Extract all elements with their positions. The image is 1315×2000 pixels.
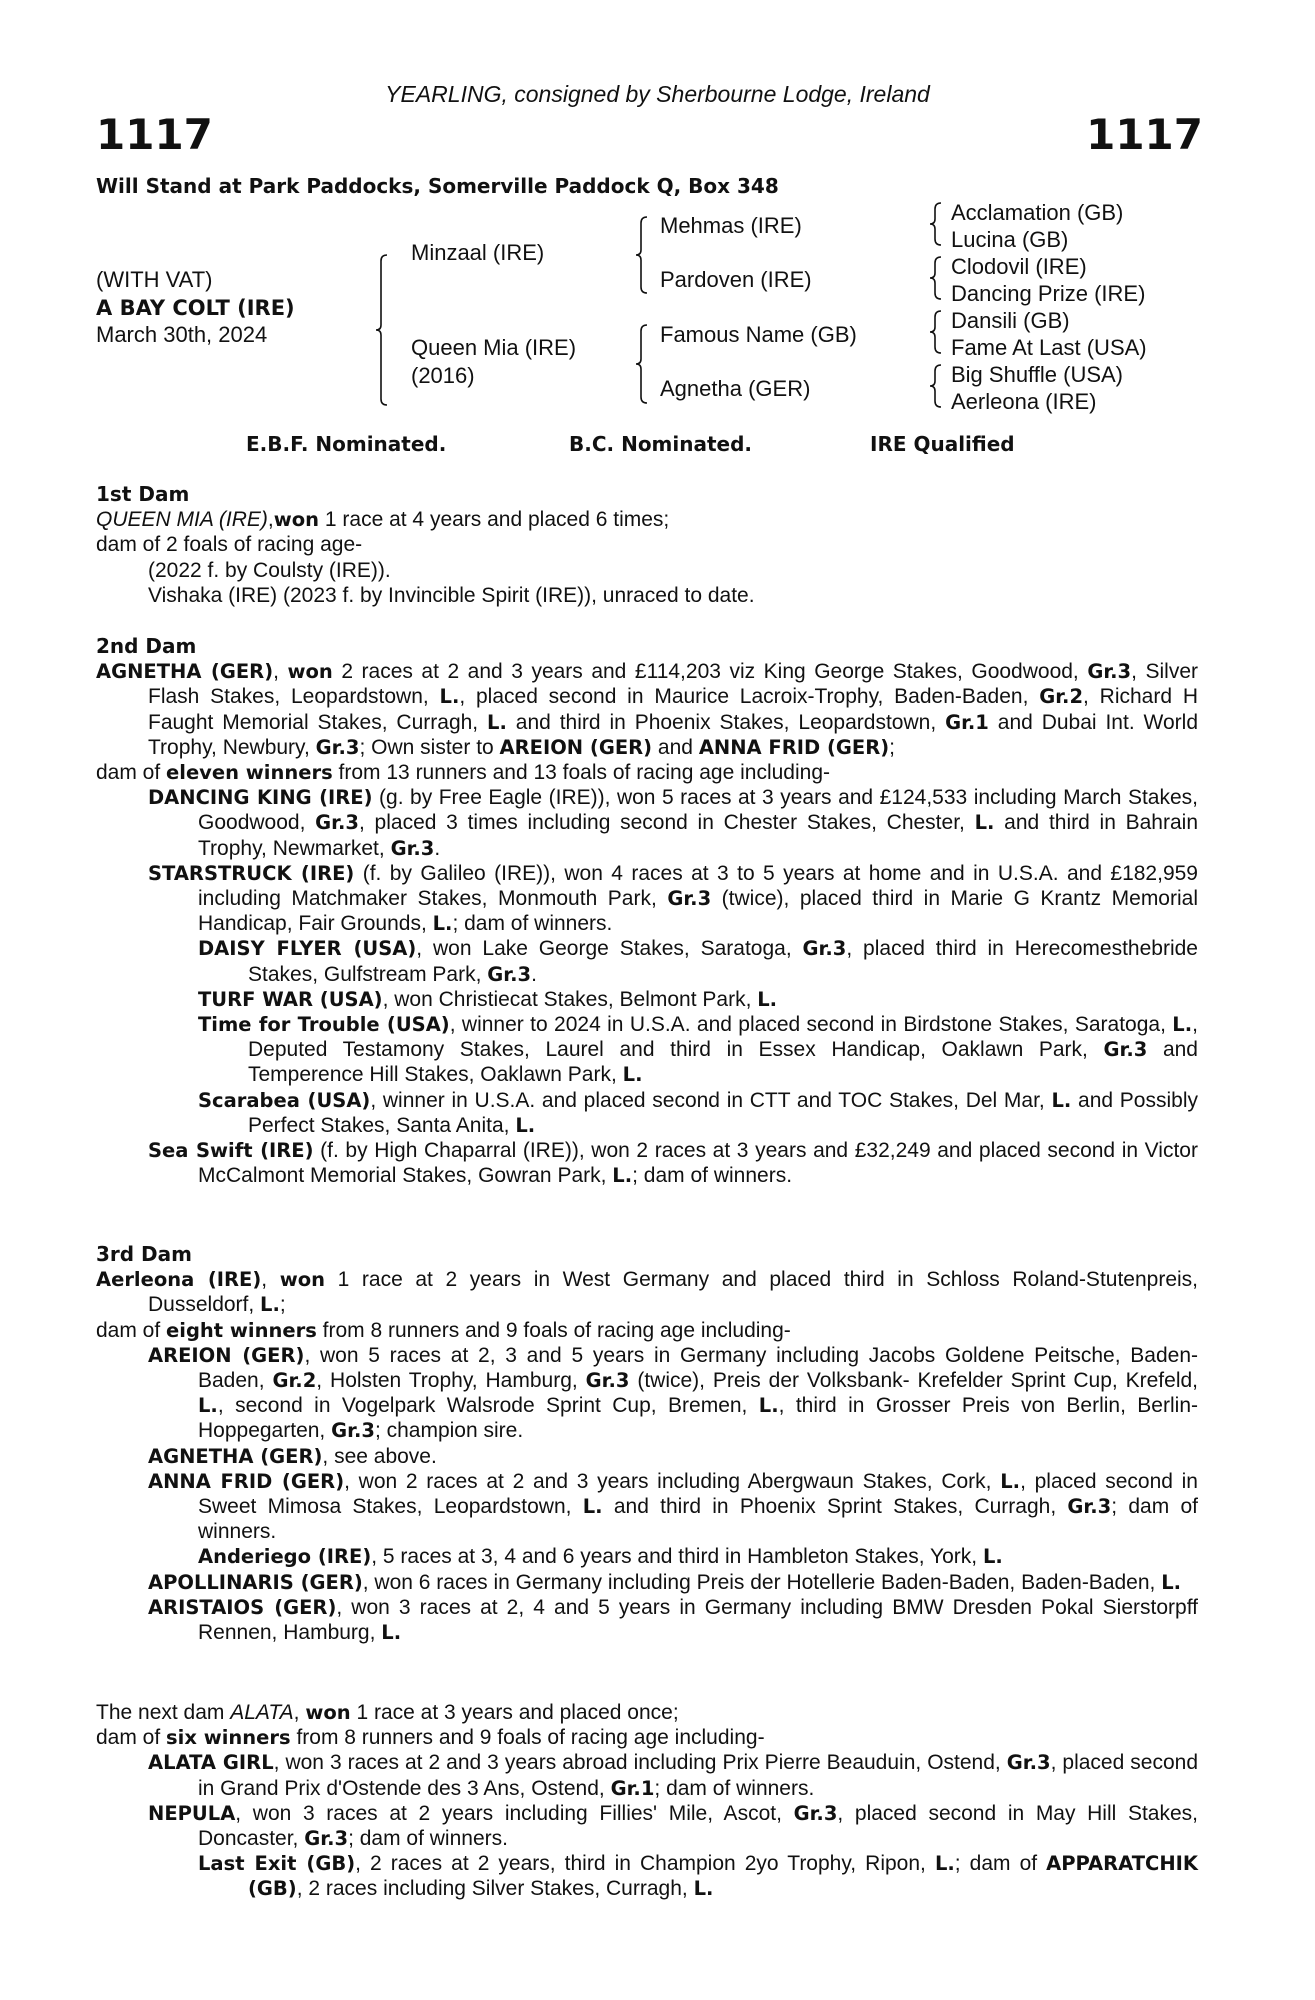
- pedigree-paragraph: [96, 1544, 1198, 1569]
- text: 2 races at 2 and 3 years and £114,203 viz King George Stakes, Goodwood,: [332, 660, 1088, 684]
- bold-text: Gr.3: [1006, 1751, 1051, 1775]
- text: and Temperence Hill Stakes, Oaklawn Park,: [248, 1038, 1198, 1087]
- brace-icon: [930, 365, 941, 407]
- text: ,: [261, 1268, 280, 1292]
- pedigree-braces: [0, 0, 1315, 450]
- great-grandparent: Dancing Prize (IRE): [951, 281, 1146, 306]
- text: ; dam of winners.: [198, 1495, 1198, 1544]
- first-dam-section: [96, 482, 1198, 608]
- pedigree-paragraph: [96, 861, 1198, 937]
- text: 1 race at 4 years and placed 6 times;: [319, 508, 670, 532]
- bold-text: L.: [758, 1394, 779, 1418]
- bold-text: Gr.3: [585, 1369, 630, 1393]
- foaling-date: March 30th, 2024: [96, 322, 268, 347]
- text: , 2 races including Silver Stakes, Curragh,: [296, 1877, 694, 1901]
- text: and third in Bahrain Trophy, Newmarket,: [198, 811, 1198, 860]
- bold-text: won: [273, 508, 320, 532]
- bold-text: L.: [515, 1113, 536, 1137]
- text: ;: [279, 1293, 286, 1317]
- grandparent: Mehmas (IRE): [660, 213, 802, 238]
- text: , won 6 races in Germany including Preis der Hotellerie Baden-Baden, Baden-Baden,: [362, 1570, 1162, 1594]
- bold-text: Gr.3: [802, 937, 847, 961]
- ire-qualification: IRE Qualified: [870, 432, 1015, 456]
- bold-text: L.: [612, 1164, 633, 1188]
- bold-text: DAISY FLYER (USA): [198, 937, 417, 961]
- great-grandparent: Aerleona (IRE): [951, 389, 1097, 414]
- bold-text: Gr.2: [272, 1369, 317, 1393]
- text: from 8 runners and 9 foals of racing age including-: [316, 1318, 791, 1342]
- pedigree-paragraph: [96, 558, 1198, 583]
- text: and Dubai Int. World Trophy, Newbury,: [148, 710, 1199, 759]
- text: , Silver Flash Stakes, Leopardstown,: [148, 660, 1199, 709]
- text: ; dam of winners.: [632, 1164, 793, 1188]
- brace-icon: [930, 257, 941, 299]
- text: The next dam: [96, 1701, 231, 1724]
- bold-text: L.: [439, 685, 460, 709]
- text: and third in Phoenix Sprint Stakes, Curragh,: [602, 1495, 1068, 1519]
- bold-text: ANNA FRID (GER): [698, 735, 890, 759]
- bold-text: DANCING KING (IRE): [148, 786, 373, 810]
- bold-text: TURF WAR (USA): [198, 987, 383, 1011]
- pedigree-paragraph: [96, 1343, 1198, 1444]
- bold-text: Gr.3: [793, 1801, 838, 1825]
- bold-text: Last Exit (GB): [198, 1852, 356, 1876]
- bold-text: L.: [982, 1545, 1003, 1569]
- pedigree-paragraph: [96, 987, 1198, 1012]
- pedigree-paragraph: [96, 1700, 1198, 1725]
- pedigree-paragraph: [96, 1595, 1198, 1645]
- text: ; dam of winners.: [654, 1776, 815, 1800]
- brace-icon: [930, 203, 941, 245]
- lot-number-right: 1117: [1086, 110, 1203, 159]
- text: dam of: [96, 1726, 167, 1750]
- text: , 5 races at 3, 4 and 6 years and third in Hambleton Stakes, York,: [371, 1545, 983, 1569]
- pedigree-paragraph: [96, 583, 1198, 608]
- dam-year: (2016): [411, 363, 475, 388]
- text: , Richard H Faught Memorial Stakes, Curragh,: [148, 685, 1198, 734]
- text: , second in Vogelpark Walsrode Sprint Cup, Bremen,: [217, 1394, 759, 1418]
- next-dam-section: [96, 1700, 1198, 1902]
- bold-text: Gr.1: [610, 1776, 655, 1800]
- bold-text: eleven winners: [166, 761, 333, 785]
- bold-text: L.: [487, 710, 507, 734]
- pedigree-paragraph: [96, 532, 1198, 557]
- bold-text: L.: [1172, 1013, 1193, 1037]
- pedigree-paragraph: [96, 1851, 1198, 1901]
- text: , won Christiecat Stakes, Belmont Park,: [382, 987, 758, 1011]
- bold-text: ARISTAIOS (GER): [148, 1595, 337, 1619]
- text: , winner in U.S.A. and placed second in CTT and TOC Stakes, Del Mar,: [370, 1088, 1052, 1112]
- bold-text: AGNETHA (GER): [148, 1444, 323, 1468]
- text: , placed second in Grand Prix d'Ostende des 3 Ans, Ostend,: [198, 1751, 1198, 1800]
- text: 1 race at 3 years and placed once;: [350, 1701, 679, 1724]
- text: , Deputed Testamony Stakes, Laurel and third in Essex Handicap, Oaklawn Park,: [248, 1013, 1198, 1062]
- text: from 13 runners and 13 foals of racing age including-: [332, 761, 830, 785]
- section-heading: 1st Dam: [96, 482, 190, 506]
- text: ,: [293, 1701, 306, 1724]
- italic-text: QUEEN MIA (IRE): [96, 508, 268, 532]
- text: , placed second in Maurice Lacroix-Trophy, Baden-Baden,: [459, 685, 1040, 709]
- pedigree-paragraph: [96, 1801, 1198, 1851]
- italic-text: ALATA: [230, 1701, 294, 1724]
- pedigree-paragraph: [96, 1750, 1198, 1800]
- text: , won 2 races at 2 and 3 years including Abergwaun Stakes, Cork,: [344, 1469, 1001, 1493]
- text: , third in Grosser Preis von Berlin, Berlin-Hoppegarten,: [198, 1394, 1198, 1443]
- pedigree-paragraph: [96, 1469, 1198, 1545]
- bold-text: AREION (GER): [499, 735, 653, 759]
- bold-text: ANNA FRID (GER): [148, 1469, 345, 1493]
- text: , won 3 races at 2 years including Fillies' Mile, Ascot,: [235, 1801, 794, 1825]
- text: , placed second in May Hill Stakes, Doncaster,: [198, 1801, 1199, 1851]
- brace-icon: [930, 311, 941, 353]
- bold-text: L.: [693, 1877, 714, 1901]
- bold-text: L.: [974, 811, 995, 835]
- consignment-subtitle: YEARLING, consigned by Sherbourne Lodge, Ireland: [385, 81, 930, 107]
- pedigree-paragraph: [96, 1138, 1198, 1188]
- text: (g. by Free Eagle (IRE)), won 5 races at 3 years and £124,533 including March Stakes, Goodwood,: [198, 786, 1198, 835]
- bold-text: L.: [622, 1063, 643, 1087]
- pedigree-paragraph: [96, 1318, 1198, 1343]
- grandparent: Agnetha (GER): [660, 376, 811, 401]
- sire: Minzaal (IRE): [411, 240, 545, 265]
- section-heading: 2nd Dam: [96, 634, 197, 658]
- text: Vishaka (IRE) (2023 f. by Invincible Spirit (IRE)), unraced to date.: [148, 583, 755, 607]
- text: , winner to 2024 in U.S.A. and placed second in Birdstone Stakes, Saratoga,: [449, 1013, 1173, 1037]
- lot-number-left: 1117: [96, 110, 213, 159]
- text: .: [531, 962, 537, 986]
- bold-text: Gr.3: [304, 1827, 349, 1851]
- bold-text: APPARATCHIK (GB): [248, 1852, 1199, 1901]
- bold-text: Gr.3: [315, 735, 360, 759]
- bold-text: won: [279, 1268, 326, 1292]
- pedigree-paragraph: [96, 659, 1198, 760]
- bold-text: Gr.3: [487, 962, 532, 986]
- bold-text: Gr.2: [1039, 685, 1084, 709]
- bold-text: L.: [757, 987, 778, 1011]
- bold-text: Gr.3: [315, 811, 359, 835]
- bold-text: Gr.3: [390, 836, 435, 860]
- bold-text: Gr.3: [1067, 1495, 1112, 1519]
- text: ; dam of winners.: [452, 912, 613, 936]
- text: , won 5 races at 2, 3 and 5 years in Germany including Jacobs Goldene Peitsche, Baden-Baden,: [198, 1343, 1198, 1393]
- second-dam-section: [96, 634, 1198, 1188]
- text: , placed 3 times including second in Chester Stakes, Chester,: [358, 811, 975, 835]
- text: (twice), placed third in Marie G Krantz Memorial Handicap, Fair Grounds,: [198, 887, 1198, 936]
- ebf-nomination: E.B.F. Nominated.: [246, 432, 447, 456]
- bold-text: APOLLINARIS (GER): [148, 1570, 363, 1594]
- great-grandparent: Clodovil (IRE): [951, 254, 1087, 279]
- brace-icon: [636, 217, 647, 293]
- pedigree-paragraph: [96, 1012, 1198, 1088]
- great-grandparent: Dansili (GB): [951, 308, 1070, 333]
- text: ; champion sire.: [374, 1419, 524, 1443]
- brace-icon: [376, 255, 387, 405]
- brace-icon: [636, 325, 647, 403]
- bold-text: Gr.3: [667, 887, 712, 911]
- pedigree-paragraph: [96, 1444, 1198, 1469]
- text: , won Lake George Stakes, Saratoga,: [416, 937, 803, 961]
- great-grandparent: Fame At Last (USA): [951, 335, 1147, 360]
- bold-text: L.: [1051, 1088, 1072, 1112]
- bold-text: L.: [260, 1293, 280, 1317]
- text: ; dam of: [954, 1852, 1047, 1876]
- bold-text: STARSTRUCK (IRE): [148, 861, 355, 885]
- grandparent: Famous Name (GB): [660, 322, 857, 347]
- text: dam of 2 foals of racing age-: [96, 533, 363, 557]
- bold-text: L.: [381, 1621, 402, 1645]
- text: .: [434, 836, 441, 860]
- text: (f. by High Chaparral (IRE)), won 2 races at 3 years and £32,249 and placed second in Victor McCalmont Memorial Stakes, Gowran Park,: [198, 1139, 1198, 1188]
- pedigree-paragraph: [96, 1570, 1198, 1595]
- text: ; dam of winners.: [348, 1827, 508, 1851]
- bold-text: AREION (GER): [148, 1343, 305, 1367]
- section-heading: 3rd Dam: [96, 1242, 192, 1266]
- text: and Possibly Perfect Stakes, Santa Anita,: [248, 1088, 1198, 1137]
- bold-text: won: [287, 660, 333, 684]
- bold-text: L.: [432, 912, 453, 936]
- text: , see above.: [322, 1444, 437, 1468]
- bold-text: Gr.3: [1087, 660, 1132, 684]
- bold-text: L.: [198, 1394, 218, 1418]
- bold-text: L.: [582, 1495, 603, 1519]
- text: ,: [267, 508, 274, 532]
- pedigree-paragraph: [96, 1088, 1198, 1138]
- bold-text: L.: [1000, 1469, 1021, 1493]
- bold-text: NEPULA: [148, 1801, 236, 1825]
- great-grandparent: Big Shuffle (USA): [951, 362, 1124, 387]
- bold-text: six winners: [166, 1726, 291, 1750]
- text: , won 3 races at 2 and 3 years abroad including Prix Pierre Beauduin, Ostend,: [273, 1751, 1007, 1775]
- bold-text: AGNETHA (GER): [96, 660, 274, 684]
- text: (f. by Galileo (IRE)), won 4 races at 3 to 5 years at home and in U.S.A. and £182,959 including Matchmaker Stakes, Monmouth Park,: [198, 861, 1198, 911]
- bold-text: eight winners: [166, 1318, 317, 1342]
- text: 1 race at 2 years in West Germany and placed third in Schloss Roland-Stutenpreis, Dusseldorf,: [148, 1268, 1198, 1317]
- text: from 8 runners and 9 foals of racing age including-: [290, 1726, 765, 1750]
- great-grandparent: Lucina (GB): [951, 227, 1069, 252]
- bold-text: Gr.3: [1103, 1038, 1148, 1062]
- bold-text: L.: [934, 1852, 955, 1876]
- text: , Holsten Trophy, Hamburg,: [316, 1369, 586, 1393]
- bold-text: won: [305, 1701, 351, 1724]
- pedigree-paragraph: [96, 1267, 1198, 1317]
- pedigree-paragraph: [96, 507, 1198, 532]
- text: (2022 f. by Coulsty (IRE)).: [148, 558, 391, 582]
- lot-name: A BAY COLT (IRE): [96, 296, 295, 320]
- third-dam-section: [96, 1242, 1198, 1645]
- bold-text: Scarabea (USA): [198, 1088, 371, 1112]
- text: , 2 races at 2 years, third in Champion 2yo Trophy, Ripon,: [355, 1852, 935, 1876]
- bold-text: Time for Trouble (USA): [198, 1013, 450, 1037]
- text: dam of: [96, 1318, 167, 1342]
- pedigree-paragraph: [96, 936, 1198, 986]
- text: dam of: [96, 761, 167, 785]
- text: , won 3 races at 2, 4 and 5 years in Germany including BMW Dresden Pokal Sierstorpff Rennen, Hamburg,: [198, 1595, 1198, 1645]
- bold-text: L.: [1161, 1570, 1182, 1594]
- text: and: [652, 735, 699, 759]
- vat-note: (WITH VAT): [96, 267, 213, 292]
- dam: Queen Mia (IRE): [411, 335, 577, 360]
- text: , placed second in Sweet Mimosa Stakes, Leopardstown,: [198, 1469, 1198, 1519]
- text: ,: [273, 660, 288, 684]
- pedigree-paragraph: [96, 1725, 1198, 1750]
- grandparent: Pardoven (IRE): [660, 267, 812, 292]
- bold-text: Gr.1: [945, 710, 989, 734]
- text: , placed third in Herecomesthebride Stakes, Gulfstream Park,: [248, 937, 1198, 986]
- bold-text: Anderiego (IRE): [198, 1545, 372, 1569]
- text: ;: [889, 735, 896, 759]
- text: and third in Phoenix Stakes, Leopardstown,: [506, 710, 946, 734]
- bold-text: Sea Swift (IRE): [148, 1139, 314, 1163]
- text: ; Own sister to: [359, 735, 500, 759]
- bold-text: ALATA GIRL: [148, 1751, 274, 1775]
- great-grandparent: Acclamation (GB): [951, 200, 1124, 225]
- bc-nomination: B.C. Nominated.: [569, 432, 753, 456]
- pedigree-paragraph: [96, 760, 1198, 785]
- pedigree-paragraph: [96, 785, 1198, 861]
- bold-text: Gr.3: [331, 1419, 375, 1443]
- text: (twice), Preis der Volksbank- Krefelder Sprint Cup, Krefeld,: [629, 1369, 1198, 1393]
- stand-location: Will Stand at Park Paddocks, Somerville Paddock Q, Box 348: [96, 174, 779, 198]
- bold-text: Aerleona (IRE): [96, 1268, 262, 1292]
